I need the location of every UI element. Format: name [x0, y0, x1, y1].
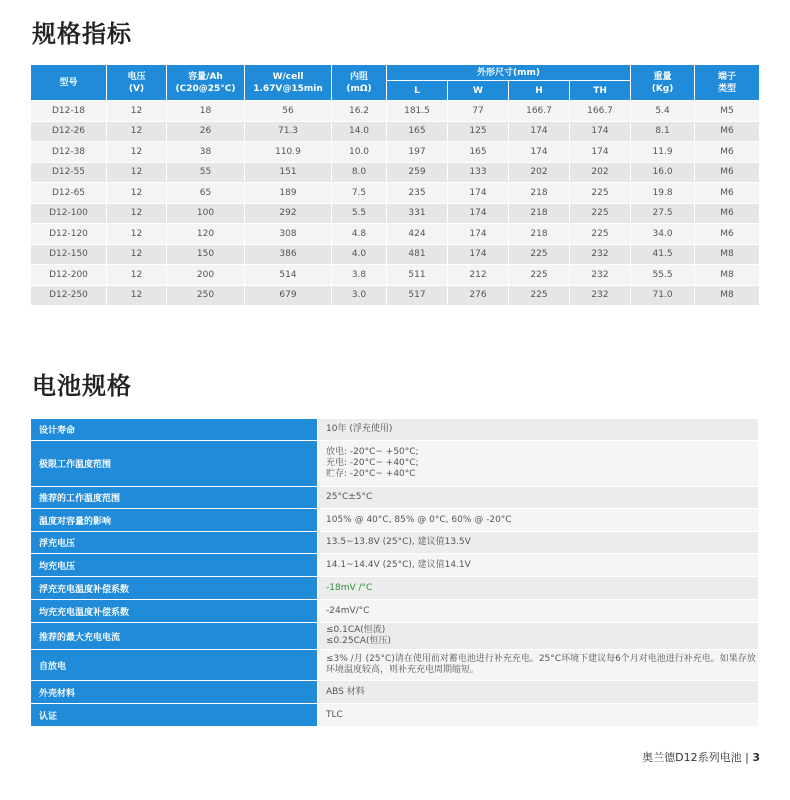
table-cell: 218	[509, 183, 570, 204]
spec-value: -18mV /°C	[318, 577, 759, 600]
table-cell: D12-55	[31, 162, 107, 183]
table-cell: M6	[695, 203, 760, 224]
table-cell: 218	[509, 224, 570, 245]
table-cell: 3.0	[332, 285, 387, 306]
table-cell: M6	[695, 142, 760, 163]
table-cell: 56	[245, 101, 332, 122]
table-cell: 150	[167, 244, 245, 265]
table-cell: D12-200	[31, 265, 107, 286]
table-cell: 12	[107, 183, 167, 204]
table-cell: 11.9	[631, 142, 695, 163]
header-weight: 重量 (Kg)	[631, 65, 695, 101]
table-cell: 120	[167, 224, 245, 245]
spec-label: 均充电压	[31, 554, 318, 577]
table-cell: D12-18	[31, 101, 107, 122]
footer-separator: |	[745, 751, 749, 764]
table-cell: 71.3	[245, 121, 332, 142]
table-cell: 250	[167, 285, 245, 306]
table-cell: 386	[245, 244, 332, 265]
spec-row	[31, 681, 759, 704]
table-cell: D12-38	[31, 142, 107, 163]
table-cell: 5.5	[332, 203, 387, 224]
table-cell: 166.7	[509, 101, 570, 122]
table-row	[31, 142, 760, 163]
table-cell: 259	[387, 162, 448, 183]
spec-label: 温度对容量的影响	[31, 509, 318, 532]
table-cell: 133	[448, 162, 509, 183]
spec-label: 推荐的最大充电电流	[31, 623, 318, 650]
table-cell: 514	[245, 265, 332, 286]
table-cell: 225	[570, 224, 631, 245]
table-row	[31, 203, 760, 224]
table-cell: 218	[509, 203, 570, 224]
table-cell: 235	[387, 183, 448, 204]
table-cell: 165	[448, 142, 509, 163]
spec-row	[31, 600, 759, 623]
table-cell: 308	[245, 224, 332, 245]
spec-value: 14.1~14.4V (25°C), 建议值14.1V	[318, 554, 759, 577]
table-cell: 202	[570, 162, 631, 183]
battery-spec-body	[31, 419, 759, 727]
header-voltage: 电压 (V)	[107, 65, 167, 101]
battery-spec-table	[30, 418, 759, 727]
header-dim-h: H	[509, 81, 570, 101]
spec-label: 均充充电温度补偿系数	[31, 600, 318, 623]
page-footer	[642, 749, 760, 765]
table-cell: M8	[695, 244, 760, 265]
table-cell: D12-65	[31, 183, 107, 204]
spec-label: 浮充充电温度补偿系数	[31, 577, 318, 600]
spec-row	[31, 623, 759, 650]
table-cell: 276	[448, 285, 509, 306]
table-cell: 55.5	[631, 265, 695, 286]
table-cell: 174	[570, 142, 631, 163]
spec-value: 放电: -20°C~ +50°C; 充电: -20°C~ +40°C; 贮存: -20°C~ +40°C	[318, 441, 759, 487]
table-cell: 12	[107, 224, 167, 245]
table-cell: 12	[107, 285, 167, 306]
spec-row	[31, 554, 759, 577]
table-cell: 8.0	[332, 162, 387, 183]
table-cell: M5	[695, 101, 760, 122]
table-cell: 225	[509, 244, 570, 265]
section-title-specs: 规格指标	[32, 20, 132, 48]
table-cell: 55	[167, 162, 245, 183]
table-row	[31, 265, 760, 286]
header-dim-th: TH	[570, 81, 631, 101]
table-cell: 10.0	[332, 142, 387, 163]
table-cell: 174	[509, 121, 570, 142]
table-cell: M6	[695, 121, 760, 142]
header-terminal: 端子 类型	[695, 65, 760, 101]
spec-row	[31, 650, 759, 681]
spec-value: 10年 (浮充使用)	[318, 419, 759, 441]
spec-value: -24mV/°C	[318, 600, 759, 623]
spec-row	[31, 487, 759, 509]
table-cell: 18	[167, 101, 245, 122]
table-cell: M8	[695, 285, 760, 306]
table-cell: 38	[167, 142, 245, 163]
table-cell: 4.0	[332, 244, 387, 265]
table-cell: 125	[448, 121, 509, 142]
table-cell: D12-100	[31, 203, 107, 224]
spec-label: 推荐的工作温度范围	[31, 487, 318, 509]
page-number: 3	[752, 751, 760, 764]
table-cell: 225	[570, 203, 631, 224]
table-cell: 331	[387, 203, 448, 224]
table-cell: 232	[570, 265, 631, 286]
table-cell: 174	[448, 244, 509, 265]
table-cell: 7.5	[332, 183, 387, 204]
table-cell: M6	[695, 224, 760, 245]
table-cell: D12-26	[31, 121, 107, 142]
table-cell: 100	[167, 203, 245, 224]
table-cell: 197	[387, 142, 448, 163]
header-capacity: 容量/Ah (C20@25°C)	[167, 65, 245, 101]
table-cell: 12	[107, 203, 167, 224]
table-cell: 232	[570, 244, 631, 265]
spec-value: 105% @ 40°C, 85% @ 0°C, 60% @ -20°C	[318, 509, 759, 532]
table-cell: 5.4	[631, 101, 695, 122]
table-cell: 71.0	[631, 285, 695, 306]
spec-table-body	[31, 101, 760, 306]
table-cell: 292	[245, 203, 332, 224]
spec-value: 25°C±5°C	[318, 487, 759, 509]
table-cell: 16.2	[332, 101, 387, 122]
spec-label: 设计寿命	[31, 419, 318, 441]
table-cell: 202	[509, 162, 570, 183]
spec-value: 13.5~13.8V (25°C), 建议值13.5V	[318, 532, 759, 554]
header-dimensions: 外形尺寸(mm)	[387, 65, 631, 81]
table-cell: 77	[448, 101, 509, 122]
table-cell: D12-120	[31, 224, 107, 245]
table-cell: 181.5	[387, 101, 448, 122]
table-cell: 165	[387, 121, 448, 142]
table-cell: 110.9	[245, 142, 332, 163]
table-row	[31, 224, 760, 245]
header-dim-w: W	[448, 81, 509, 101]
spec-label: 外壳材料	[31, 681, 318, 704]
table-cell: M8	[695, 265, 760, 286]
table-cell: 12	[107, 265, 167, 286]
table-cell: 26	[167, 121, 245, 142]
table-cell: 424	[387, 224, 448, 245]
table-row	[31, 244, 760, 265]
spec-label: 浮充电压	[31, 532, 318, 554]
table-cell: 174	[448, 183, 509, 204]
table-cell: 174	[509, 142, 570, 163]
header-resistance: 内阻 (mΩ)	[332, 65, 387, 101]
spec-row	[31, 441, 759, 487]
table-cell: 16.0	[631, 162, 695, 183]
table-cell: 212	[448, 265, 509, 286]
table-cell: 27.5	[631, 203, 695, 224]
table-cell: 3.8	[332, 265, 387, 286]
table-cell: 225	[509, 265, 570, 286]
header-model: 型号	[31, 65, 107, 101]
table-cell: 4.8	[332, 224, 387, 245]
table-cell: D12-150	[31, 244, 107, 265]
table-cell: 151	[245, 162, 332, 183]
table-cell: 225	[570, 183, 631, 204]
table-cell: 12	[107, 162, 167, 183]
table-cell: 679	[245, 285, 332, 306]
table-cell: 12	[107, 142, 167, 163]
table-cell: 200	[167, 265, 245, 286]
table-cell: 174	[448, 224, 509, 245]
spec-label: 自放电	[31, 650, 318, 681]
spec-value: ≤0.1CA(恒流) ≤0.25CA(恒压)	[318, 623, 759, 650]
spec-label: 认证	[31, 704, 318, 727]
spec-value: TLC	[318, 704, 759, 727]
table-row	[31, 162, 760, 183]
table-row	[31, 121, 760, 142]
header-dim-l: L	[387, 81, 448, 101]
header-wcell: W/cell 1.67V@15min	[245, 65, 332, 101]
spec-row	[31, 532, 759, 554]
table-cell: 225	[509, 285, 570, 306]
table-cell: 14.0	[332, 121, 387, 142]
table-cell: 12	[107, 101, 167, 122]
table-cell: 12	[107, 244, 167, 265]
spec-row	[31, 419, 759, 441]
table-cell: 481	[387, 244, 448, 265]
table-cell: M6	[695, 183, 760, 204]
table-row	[31, 101, 760, 122]
table-cell: D12-250	[31, 285, 107, 306]
spec-row	[31, 509, 759, 532]
spec-value: ≤3% /月 (25°C)请在使用前对蓄电池进行补充充电。25°C环境下建议每6个月对电池进行补充电。如果存放环境温度较高，则补充充电周期缩短。	[318, 650, 759, 681]
table-cell: 19.8	[631, 183, 695, 204]
table-cell: 232	[570, 285, 631, 306]
table-row	[31, 285, 760, 306]
spec-row	[31, 577, 759, 600]
spec-row	[31, 704, 759, 727]
table-cell: M6	[695, 162, 760, 183]
table-cell: 8.1	[631, 121, 695, 142]
table-cell: 189	[245, 183, 332, 204]
table-cell: 65	[167, 183, 245, 204]
table-cell: 174	[448, 203, 509, 224]
table-cell: 517	[387, 285, 448, 306]
table-cell: 511	[387, 265, 448, 286]
spec-table	[30, 64, 760, 306]
spec-value: ABS 材料	[318, 681, 759, 704]
table-cell: 166.7	[570, 101, 631, 122]
table-cell: 12	[107, 121, 167, 142]
section-title-battery: 电池规格	[32, 372, 132, 400]
table-cell: 174	[570, 121, 631, 142]
table-cell: 34.0	[631, 224, 695, 245]
table-cell: 41.5	[631, 244, 695, 265]
spec-label: 极限工作温度范围	[31, 441, 318, 487]
table-row	[31, 183, 760, 204]
footer-text: 奥兰德D12系列电池	[642, 751, 742, 764]
